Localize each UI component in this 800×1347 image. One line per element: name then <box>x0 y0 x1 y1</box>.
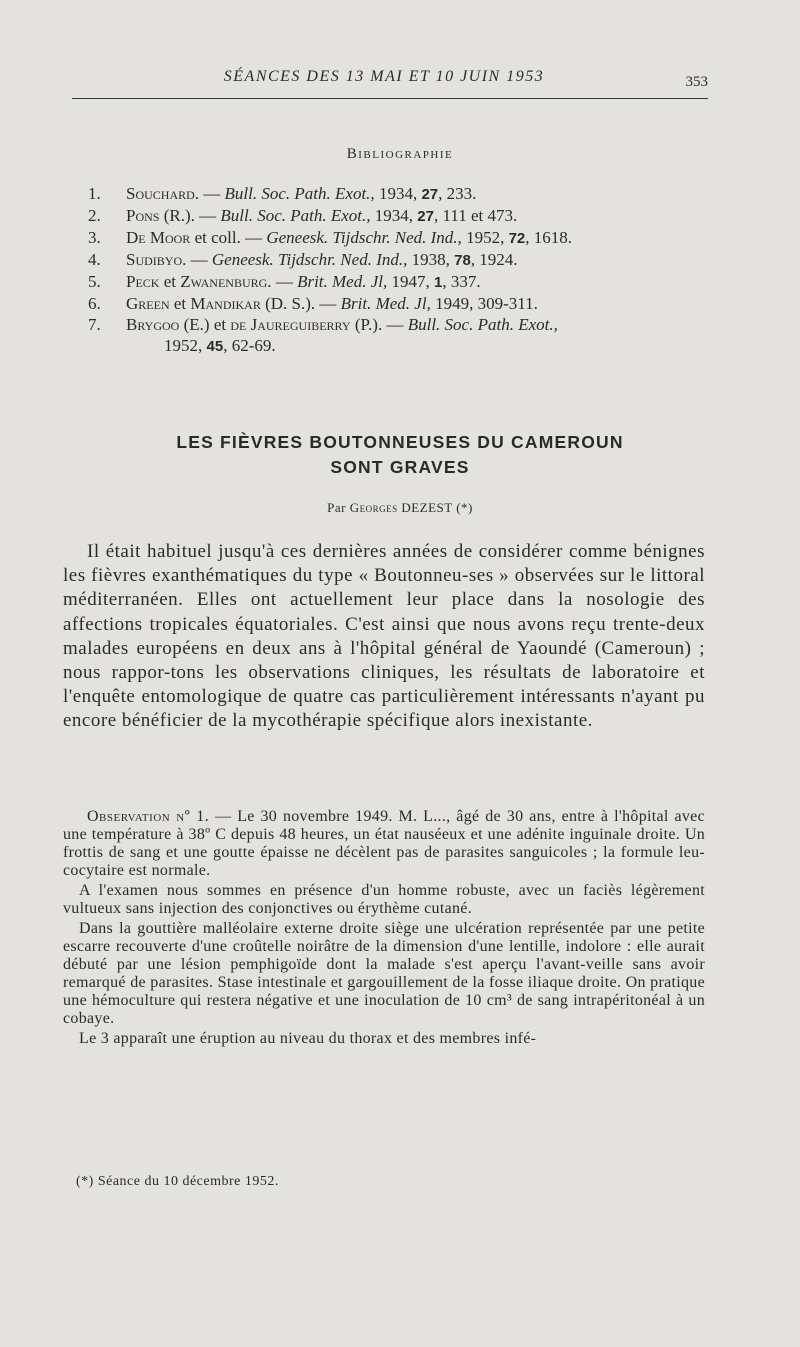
reference-author: Brygoo <box>126 315 180 334</box>
reference-item <box>88 183 728 205</box>
reference-journal: Bull. Soc. Path. Exot., <box>224 184 375 203</box>
intro-paragraph: Il était habituel jusqu'à ces dernières années de considérer comme bénignes les fièvres exanthématiques du type « Boutonneu-ses » observées sur le littoral méditerranéen. Elles ont actuellement leur place dans la nosologie des affections tropicales équatoriales. C'est ainsi que nous avons reçu trente-deux malades européens en deux ans à l'hôpital général de Yaoundé (Cameroun) ; nous rappor-tons les observations cliniques, les résultats de laboratoire et l'enquête entomologique de quatre cas particulièrement intéressants n'ayant pu encore bénéficier de la mycothérapie spécifique alors inexistante. <box>63 541 705 732</box>
reference-year: 1934, <box>370 206 418 225</box>
reference-separator: — <box>186 250 212 269</box>
reference-journal: Geneesk. Tijdschr. Ned. Ind., <box>266 228 462 247</box>
reference-volume: 1 <box>433 274 443 291</box>
reference-pages: , 62-69. <box>223 336 276 355</box>
reference-number: 1. <box>88 184 101 203</box>
reference-year: 1938, <box>407 250 455 269</box>
reference-year: 1949, <box>430 294 478 313</box>
reference-conjunction: et <box>209 315 231 334</box>
observation-section <box>63 808 705 1050</box>
reference-journal: Brit. Med. Jl, <box>297 272 388 291</box>
header-rule <box>72 98 708 99</box>
reference-author-2: Mandikar <box>190 294 261 313</box>
reference-separator: — <box>194 206 221 225</box>
reference-journal: Bull. Soc. Path. Exot., <box>407 315 558 334</box>
reference-pages: 309-311. <box>477 294 538 313</box>
running-title: SÉANCES DES 13 MAI ET 10 JUIN 1953 <box>223 68 545 85</box>
observation-paragraph: A l'examen nous sommes en présence d'un homme robuste, avec un faciès légèrement vultueux sans injection des conjonctives ou érythème cutané. <box>63 882 705 917</box>
reference-author: Sudibyo. <box>126 250 187 269</box>
reference-journal: Brit. Med. Jl, <box>340 294 431 313</box>
reference-volume: 45 <box>206 338 224 355</box>
reference-conjunction: et <box>159 272 181 291</box>
reference-item <box>88 271 728 293</box>
reference-pages: , 337. <box>442 272 481 291</box>
reference-author: Souchard. <box>126 184 200 203</box>
reference-initials: (D. S.). <box>260 294 316 313</box>
reference-author-2: de Jaureguiberry <box>230 315 351 334</box>
reference-initials-2: (P.). <box>350 315 383 334</box>
reference-number: 3. <box>88 228 101 247</box>
reference-pages: , 233. <box>438 184 477 203</box>
reference-item <box>88 227 728 249</box>
reference-year: 1934, <box>374 184 422 203</box>
reference-item <box>88 205 728 227</box>
article-title <box>120 430 680 480</box>
observation-paragraph <box>63 808 705 880</box>
reference-journal: Geneesk. Tijdschr. Ned. Ind., <box>211 250 408 269</box>
reference-author: Green <box>126 294 170 313</box>
bibliography-heading: Bibliographie <box>346 146 454 162</box>
reference-separator: — <box>271 272 298 291</box>
reference-separator: — <box>240 228 267 247</box>
reference-volume: 27 <box>421 186 439 203</box>
reference-volume: 27 <box>417 208 434 225</box>
observation-text: — Le 30 novembre 1949. M. L..., âgé de 30 ans, entre à l'hôpital avec une température à 38º C depuis 48 heures, un état nauséeux et une adénite inguinale droite. Un frottis de sang et une goutte épaisse ne décèlent pas de parasites sanguicoles ; la formule leu-cocytaire est normale. <box>63 808 705 879</box>
reference-year: 1947, <box>387 272 434 291</box>
reference-journal: Bull. Soc. Path. Exot., <box>220 206 371 225</box>
reference-number: 5. <box>88 272 101 291</box>
author-surname: DEZEST (*) <box>397 500 473 515</box>
reference-pages: , 1618. <box>525 228 572 247</box>
reference-item <box>88 249 728 271</box>
observation-paragraph: Dans la gouttière malléolaire externe droite siège une ulcération représentée par une petite escarre recouverte d'une croûtelle noirâtre de la dimension d'une lentille, indolore : elle aurait débuté par une lésion pemphigoïde dont la malade s'est aperçu l'avant-veille sans avoir remarqué de parasites. Stase intestinale et gargouillement de la fosse iliaque droite. On pratique une hémoculture qui restera négative et une inoculation de 10 cm³ de sang intrapéritonéal à un cobaye. <box>63 920 705 1027</box>
reference-initials: (E.) <box>179 315 210 334</box>
reference-pages: , 111 et 473. <box>433 206 518 225</box>
bibliography-list <box>88 183 728 357</box>
reference-initials: (R.). <box>159 206 195 225</box>
reference-volume: 78 <box>454 252 471 269</box>
page-number: 353 <box>685 74 708 90</box>
reference-separator: — <box>382 315 408 334</box>
reference-number: 7. <box>88 315 101 334</box>
reference-number: 4. <box>88 250 101 269</box>
article-title-line-2: SONT GRAVES <box>330 457 470 477</box>
reference-number: 2. <box>88 206 101 225</box>
footnote: (*) Séance du 10 décembre 1952. <box>76 1174 279 1189</box>
reference-initials: et coll. <box>190 228 241 247</box>
reference-year: 1952, <box>461 228 509 247</box>
reference-separator: — <box>199 184 225 203</box>
byline-prefix: Par <box>327 500 350 515</box>
reference-conjunction: et <box>169 294 191 313</box>
byline <box>0 500 800 516</box>
reference-author-2: Zwanenburg. <box>180 272 272 291</box>
reference-author: De Moor <box>126 228 191 247</box>
reference-author: Pons <box>126 206 160 225</box>
observation-paragraph: Le 3 apparaît une éruption au niveau du thorax et des membres infé- <box>79 1030 537 1047</box>
reference-separator: — <box>315 294 341 313</box>
reference-year: 1952, <box>164 336 207 355</box>
observation-label: Observation nº 1. <box>87 808 210 825</box>
reference-item <box>88 314 728 357</box>
reference-volume: 72 <box>508 230 526 247</box>
reference-author: Peck <box>126 272 160 291</box>
reference-item <box>88 293 728 314</box>
reference-number: 6. <box>88 294 101 313</box>
reference-pages: , 1924. <box>470 250 518 269</box>
article-title-line-1: LES FIÈVRES BOUTONNEUSES DU CAMEROUN <box>176 432 624 452</box>
author-first-name: Georges <box>349 500 398 515</box>
